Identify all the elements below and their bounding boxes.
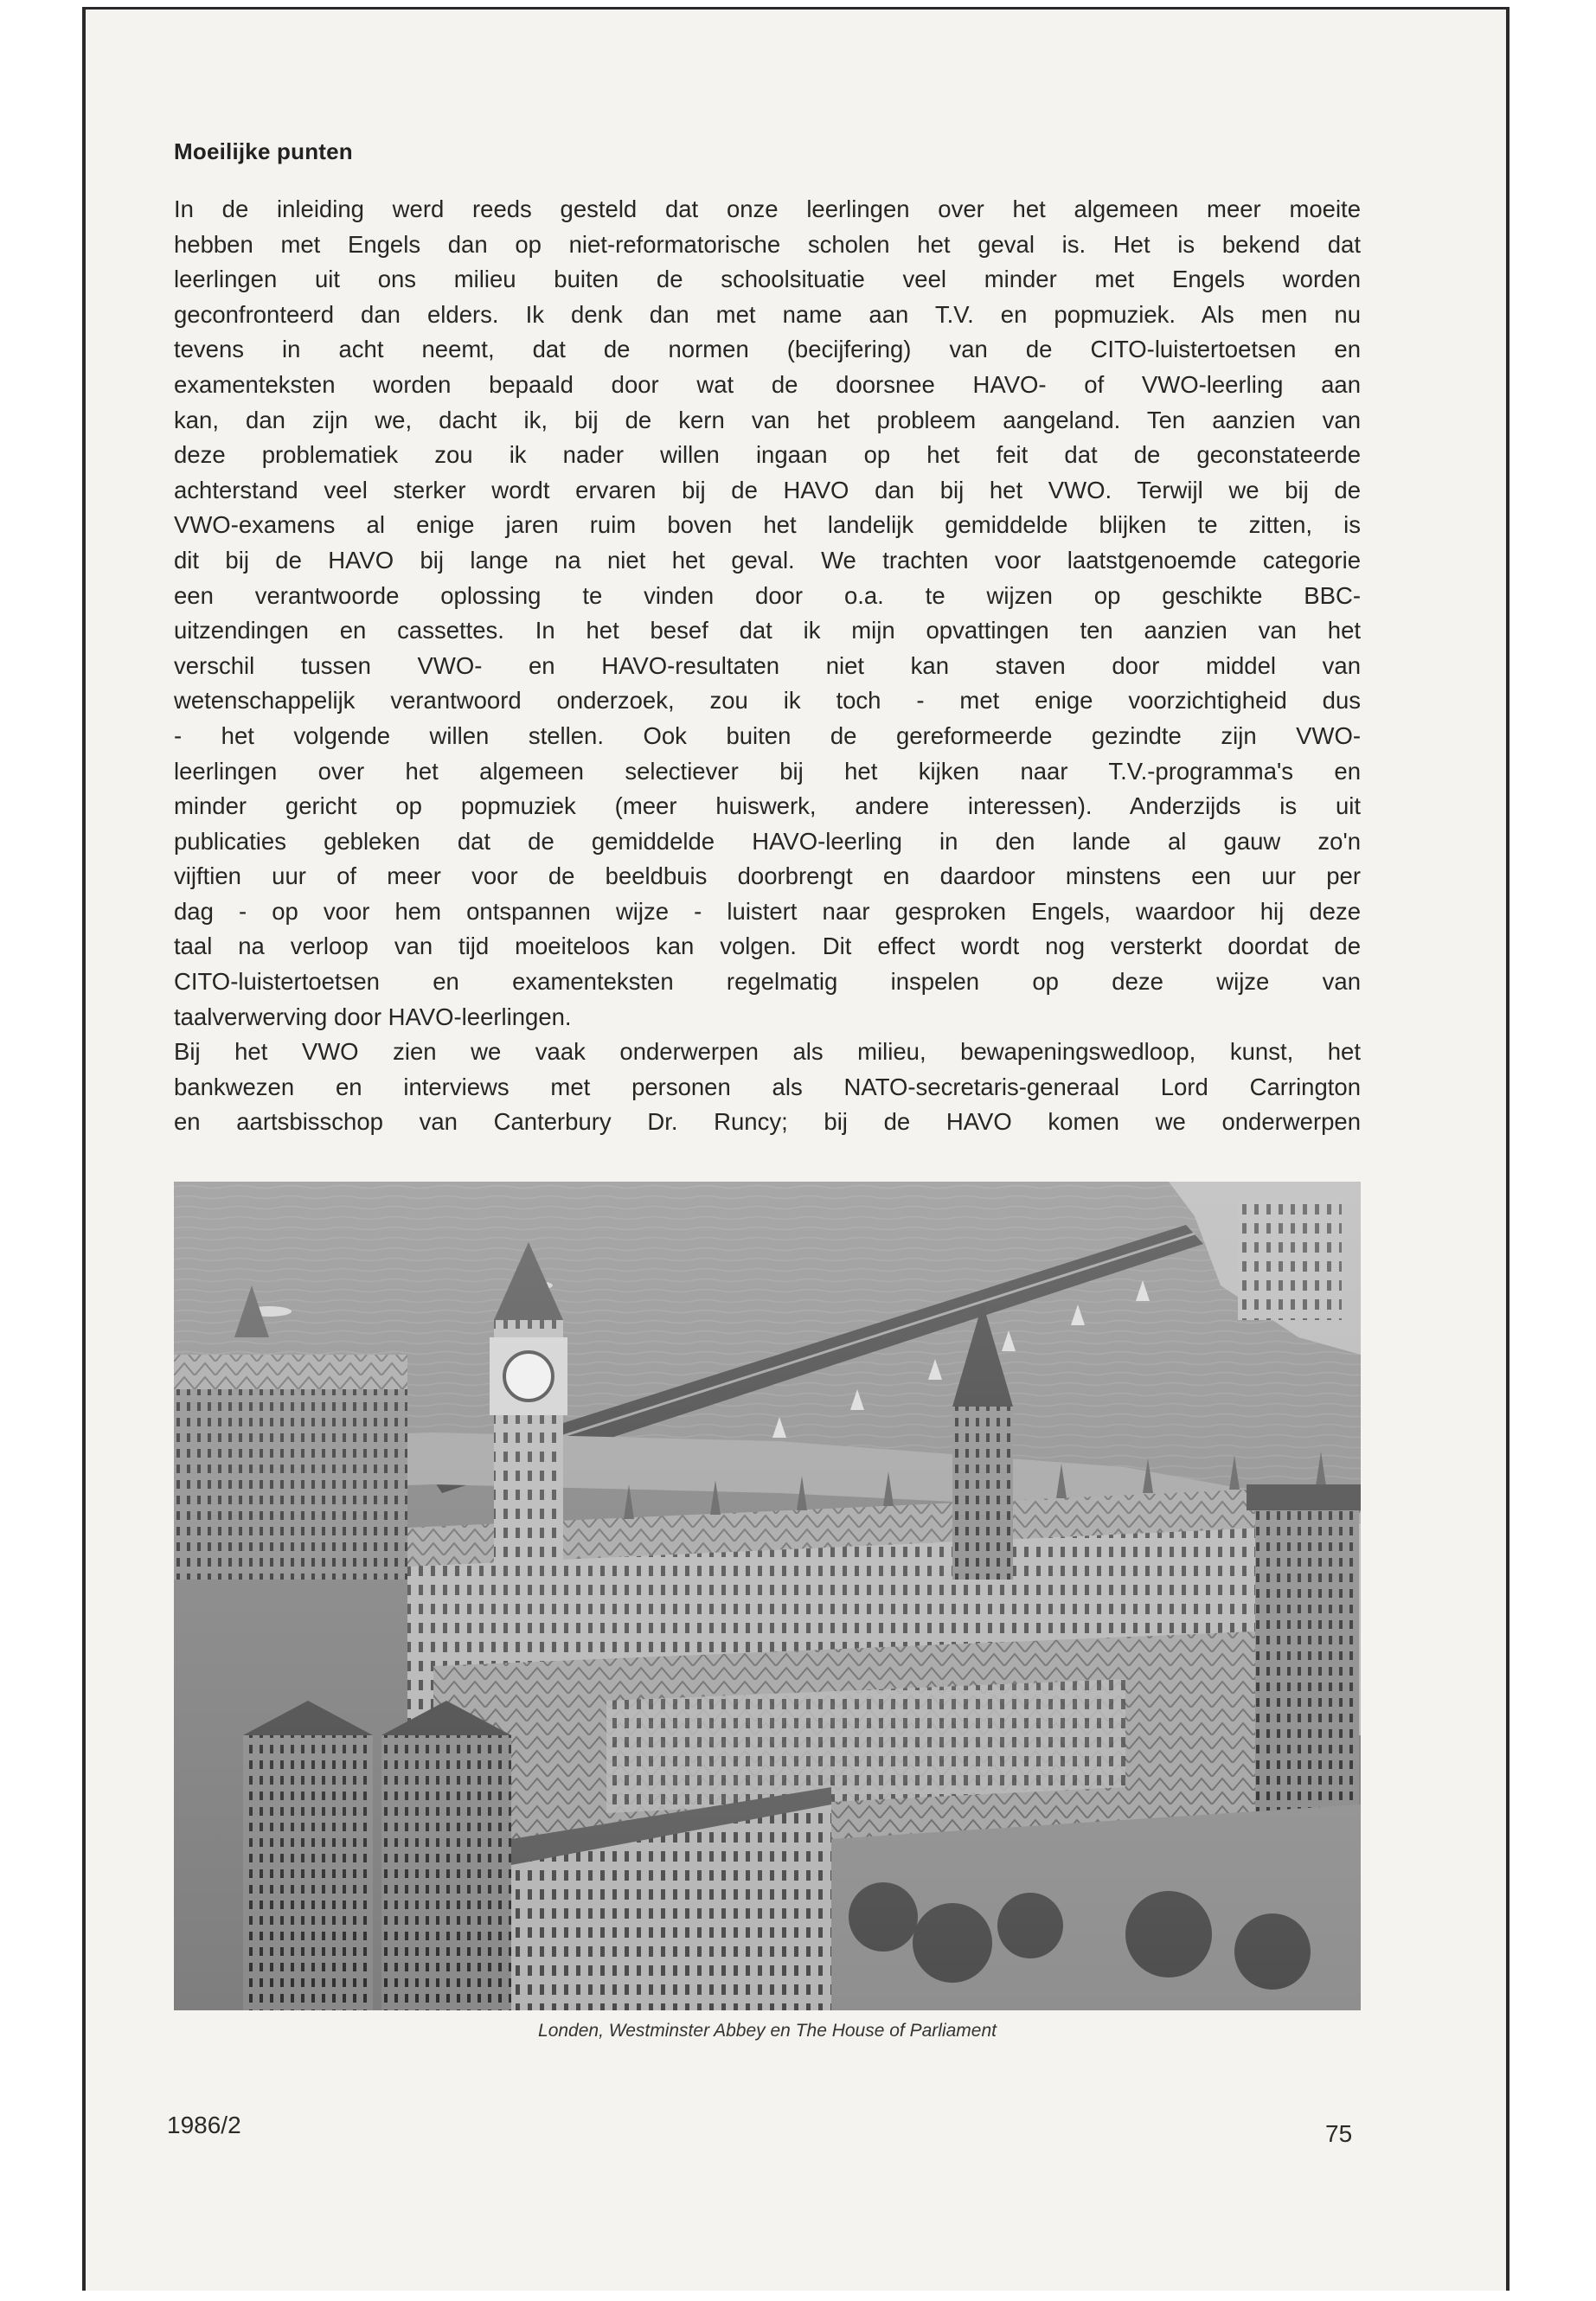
photo-haze xyxy=(174,1182,1361,2010)
body-line: leerlingen over het algemeen selectiever bij het kijken naar T.V.-programma's en xyxy=(174,757,1361,785)
body-line: taalverwerving door HAVO-leerlingen. xyxy=(174,1003,572,1030)
body-line: publicaties gebleken dat de gemiddelde HAVO-leerling in den lande al gauw zo'n xyxy=(174,827,1361,855)
page-number: 75 xyxy=(1325,2120,1353,2147)
body-line: taal na verloop van tijd moeiteloos kan volgen. Dit effect wordt nog versterkt doordat de xyxy=(174,933,1361,960)
body-line: achterstand veel sterker wordt ervaren bij de HAVO dan bij het VWO. Terwijl we bij de xyxy=(174,476,1361,503)
figure-caption: Londen, Westminster Abbey en The House of Parliament xyxy=(538,2021,997,2041)
body-line: minder gericht op popmuziek (meer huiswerk, andere interessen). Anderzijds is uit xyxy=(174,792,1361,820)
section-heading: Moeilijke punten xyxy=(174,138,353,164)
body-line: geconfronteerd dan elders. Ik denk dan met name aan T.V. en popmuziek. Als men nu xyxy=(174,300,1361,328)
body-line: kan, dan zijn we, dacht ik, bij de kern van het probleem aangeland. Ten aanzien van xyxy=(174,406,1361,433)
body-line: verschil tussen VWO- en HAVO-resultaten niet kan staven door middel van xyxy=(174,651,1361,679)
body-line: en aartsbisschop van Canterbury Dr. Runcy; bij de HAVO komen we onderwerpen xyxy=(174,1108,1361,1136)
body-line: CITO-luistertoetsen en examenteksten regelmatig inspelen op deze wijze van xyxy=(174,968,1361,996)
aerial-photo-illustration xyxy=(174,1182,1361,2010)
issue-number: 1986/2 xyxy=(167,2112,241,2138)
body-line: leerlingen uit ons milieu buiten de schoolsituatie veel minder met Engels worden xyxy=(174,266,1361,293)
article-body xyxy=(174,192,1361,1140)
body-line: uitzendingen en cassettes. In het besef dat ik mijn opvattingen ten aanzien van het xyxy=(174,617,1361,644)
body-line: Bij het VWO zien we vaak onderwerpen als milieu, bewapeningswedloop, kunst, het xyxy=(174,1038,1361,1066)
body-line: wetenschappelijk verantwoord onderzoek, zou ik toch - met enige voorzichtigheid dus xyxy=(174,687,1361,715)
body-line: VWO-examens al enige jaren ruim boven het landelijk gemiddelde blijken te zitten, is xyxy=(174,511,1361,539)
westminster-photo xyxy=(174,1182,1361,2010)
body-line: tevens in acht neemt, dat de normen (becijfering) van de CITO-luistertoetsen en xyxy=(174,336,1361,363)
body-line: dit bij de HAVO bij lange na niet het geval. We trachten voor laatstgenoemde categorie xyxy=(174,546,1361,574)
body-line: hebben met Engels dan op niet-reformatorische scholen het geval is. Het is bekend dat xyxy=(174,230,1361,258)
body-line: bankwezen en interviews met personen als NATO-secretaris-generaal Lord Carrington xyxy=(174,1073,1361,1100)
body-line: - het volgende willen stellen. Ook buiten de gereformeerde gezindte zijn VWO- xyxy=(174,721,1361,749)
body-line: In de inleiding werd reeds gesteld dat onze leerlingen over het algemeen meer moeite xyxy=(174,195,1361,222)
body-line: dag - op voor hem ontspannen wijze - luistert naar gesproken Engels, waardoor hij deze xyxy=(174,897,1361,925)
body-line: deze problematiek zou ik nader willen ingaan op het feit dat de geconstateerde xyxy=(174,441,1361,469)
body-line: een verantwoorde oplossing te vinden door o.a. te wijzen op geschikte BBC- xyxy=(174,581,1361,609)
body-line: vijftien uur of meer voor de beeldbuis doorbrengt en daardoor minstens een uur per xyxy=(174,862,1361,890)
body-line: examenteksten worden bepaald door wat de doorsnee HAVO- of VWO-leerling aan xyxy=(174,370,1361,398)
